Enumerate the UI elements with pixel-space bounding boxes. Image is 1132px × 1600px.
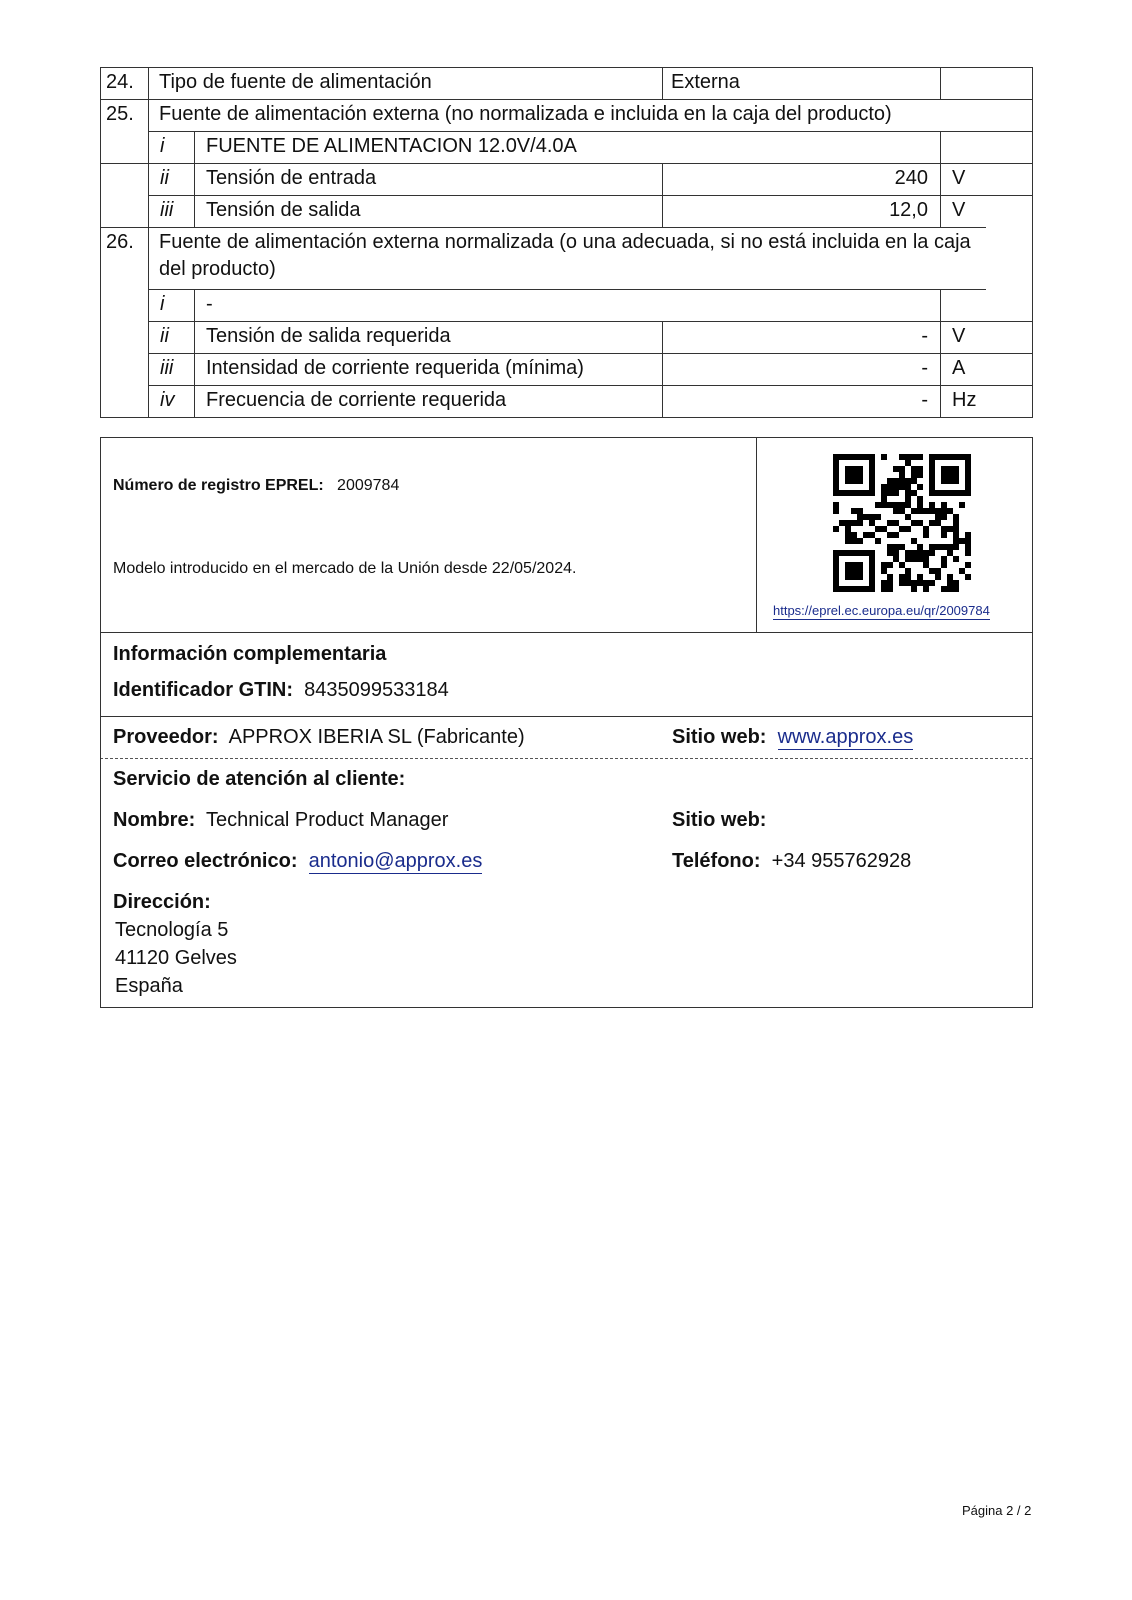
sub-index: iii (160, 199, 174, 221)
sub-unit: A (952, 357, 966, 379)
eprel-label: Número de registro EPREL: (113, 477, 324, 494)
sub-value: - (921, 357, 928, 379)
sub-unit: V (952, 199, 966, 221)
sub-unit: V (952, 167, 966, 189)
supplier-web-label: Sitio web: (672, 726, 767, 748)
info-heading: Información complementaria (113, 643, 387, 665)
service-email-label: Correo electrónico: (113, 850, 298, 872)
sub-label: Tensión de salida (206, 199, 361, 221)
gtin-value: 8435099533184 (304, 679, 449, 701)
row-label: Tipo de fuente de alimentación (159, 71, 432, 93)
service-phone-label: Teléfono: (672, 850, 761, 872)
sub-index: iii (160, 357, 174, 379)
service-phone-row (672, 850, 911, 872)
sub-label: - (206, 293, 213, 315)
address-line: España (115, 975, 183, 997)
supplier-web-row (672, 726, 913, 748)
address-label: Dirección: (113, 891, 211, 913)
eprel-value: 2009784 (337, 477, 400, 494)
service-name-label: Nombre: (113, 809, 196, 831)
service-email-link[interactable]: antonio@approx.es (308, 850, 483, 872)
service-phone-value: +34 955762928 (771, 850, 912, 872)
gtin-label: Identificador GTIN: (113, 679, 293, 701)
sub-label: FUENTE DE ALIMENTACION 12.0V/4.0A (206, 135, 577, 157)
sub-unit: Hz (952, 389, 977, 411)
eprel-registration (113, 476, 399, 496)
address-line: Tecnología 5 (115, 919, 229, 941)
row-label-line2: del producto) (159, 258, 276, 280)
supplier-value: APPROX IBERIA SL (Fabricante) (228, 726, 525, 748)
supplier-web-link[interactable]: www.approx.es (777, 726, 914, 748)
sub-index: ii (160, 167, 169, 189)
qr-url-link[interactable]: https://eprel.ec.europa.eu/qr/2009784 (773, 603, 990, 618)
service-web-label: Sitio web: (672, 809, 767, 831)
sub-value: 240 (894, 167, 928, 189)
service-email-row (113, 850, 482, 872)
page-number: Página 2 / 2 (962, 1503, 1032, 1518)
row-label: Fuente de alimentación externa (no normalizada e incluida en la caja del producto) (159, 103, 892, 125)
row-number: 24. (106, 71, 134, 93)
gtin-row (113, 679, 449, 701)
qr-code-icon (833, 454, 971, 592)
sub-label: Intensidad de corriente requerida (mínima) (206, 357, 584, 379)
sub-value: - (921, 389, 928, 411)
row-number: 25. (106, 103, 134, 125)
supplier-label: Proveedor: (113, 726, 219, 748)
sub-label: Frecuencia de corriente requerida (206, 389, 507, 411)
market-date-text: Modelo introducido en el mercado de la Unión desde 22/05/2024. (113, 560, 577, 577)
sub-index: i (160, 293, 165, 315)
row-number: 26. (106, 231, 134, 253)
sub-index: i (160, 135, 165, 157)
row-value: Externa (671, 71, 740, 93)
row-label-line1: Fuente de alimentación externa normalizada (o una adecuada, si no está incluida en la caja (159, 231, 971, 253)
sub-value: - (921, 325, 928, 347)
service-name-value: Technical Product Manager (206, 809, 449, 831)
sub-index: ii (160, 325, 169, 347)
sub-label: Tensión de salida requerida (206, 325, 451, 347)
service-name-row (113, 809, 448, 831)
sub-label: Tensión de entrada (206, 167, 377, 189)
sub-value: 12,0 (889, 199, 928, 221)
sub-index: iv (160, 389, 175, 411)
service-heading: Servicio de atención al cliente: (113, 768, 406, 790)
supplier-row (113, 726, 525, 748)
sub-unit: V (952, 325, 966, 347)
address-line: 41120 Gelves (115, 947, 237, 969)
